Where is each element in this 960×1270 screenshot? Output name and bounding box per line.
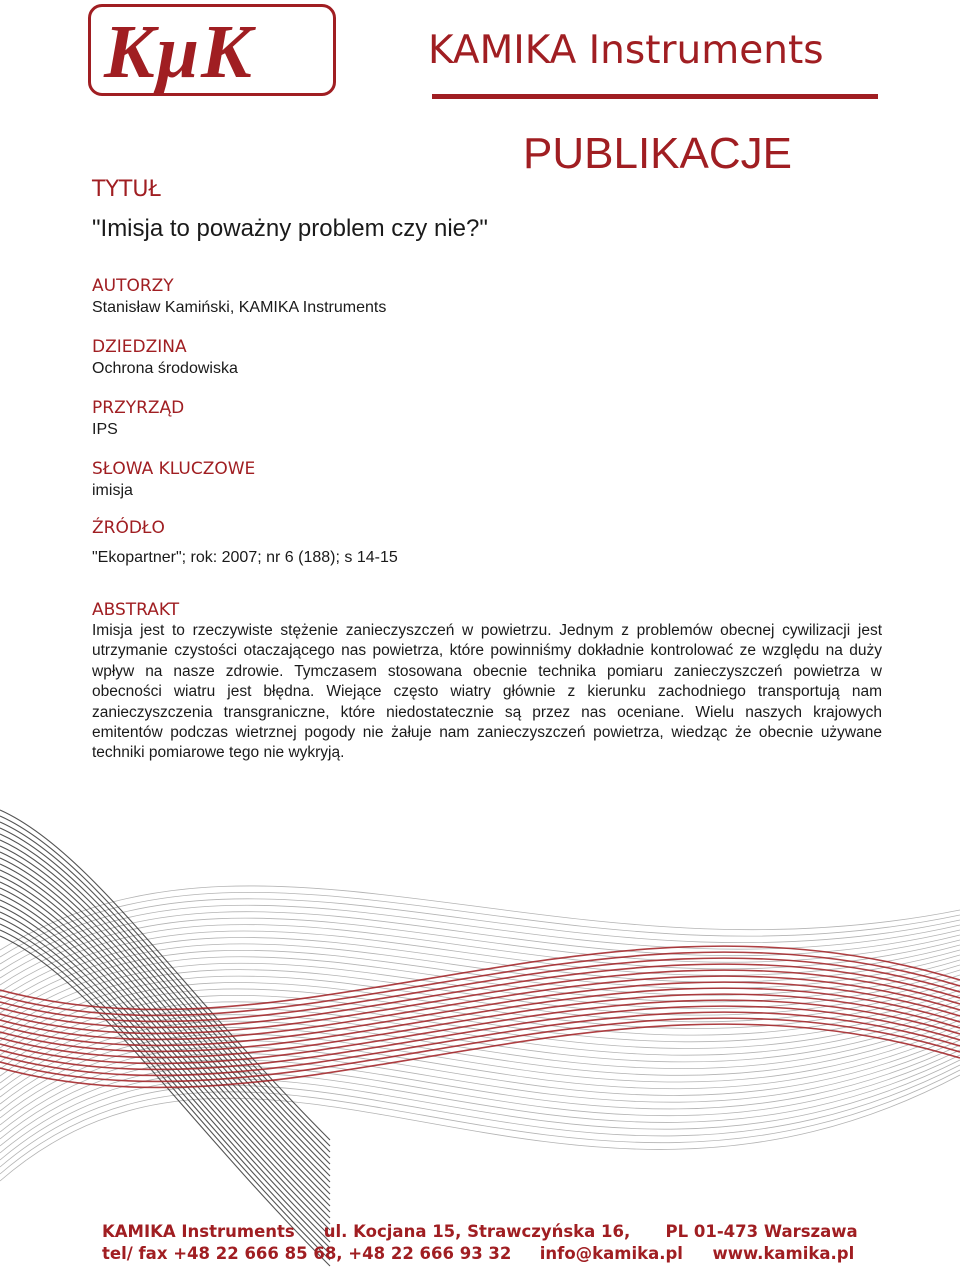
- source-field: [92, 517, 882, 569]
- authors-field: [92, 275, 882, 319]
- domain-value: Ochrona środowiska: [92, 360, 238, 377]
- abstract-field: [92, 599, 882, 764]
- title-value: "Imisja to poważny problem czy nie?": [92, 215, 488, 242]
- footer-company: KAMIKA Instruments: [102, 1222, 295, 1241]
- section-title: PUBLIKACJE: [523, 129, 792, 178]
- footer-website[interactable]: www.kamika.pl: [712, 1244, 855, 1263]
- source-value: "Ekopartner"; rok: 2007; nr 6 (188); s 14-15: [92, 549, 398, 566]
- source-label: ŹRÓDŁO: [92, 518, 165, 538]
- footer-contact-line: [102, 1243, 862, 1265]
- wave-line: [0, 1065, 960, 1167]
- title-label: TYTUŁ: [92, 177, 161, 202]
- footer-address-line: [102, 1221, 862, 1243]
- keywords-label: SŁOWA KLUCZOWE: [92, 459, 256, 479]
- domain-label: DZIEDZINA: [92, 337, 187, 357]
- decorative-waves: [0, 790, 960, 1270]
- footer-street: ul. Kocjana 15, Strawczyńska 16,: [323, 1222, 631, 1241]
- brand-name: KAMIKA Instruments: [428, 28, 824, 73]
- title-field: [92, 176, 882, 245]
- instrument-field: [92, 397, 882, 441]
- instrument-label: PRZYRZĄD: [92, 398, 185, 418]
- company-logo: KμK: [104, 10, 254, 94]
- wave-line: [0, 1070, 960, 1174]
- domain-field: [92, 336, 882, 380]
- abstract-label: ABSTRAKT: [92, 600, 180, 620]
- footer-phone: tel/ fax +48 22 666 85 68, +48 22 666 93 32: [102, 1244, 512, 1263]
- authors-value: Stanisław Kamiński, KAMIKA Instruments: [92, 299, 387, 316]
- footer-city: PL 01-473 Warszawa: [665, 1222, 858, 1241]
- brand-underline: [432, 94, 878, 99]
- instrument-value: IPS: [92, 421, 118, 438]
- keywords-value: imisja: [92, 482, 133, 499]
- footer-email[interactable]: info@kamika.pl: [539, 1244, 683, 1263]
- keywords-field: [92, 458, 882, 502]
- abstract-text: Imisja jest to rzeczywiste stężenie zanieczyszczeń w powietrzu. Jednym z problemów obecnej cywilizacji jest utrzymanie czystości otaczającego nas powietrza, które powinniśmy dokładnie kontrolować ze względu na duży wpływ na nasze zdrowie. Tymczasem stosowana obecnie technika pomiaru zanieczyszczeń powietrza w obecności wiatru jest błędna. Wiejące często wiatry głównie z kierunku zachodniego transportują nam zanieczyszczenia transgraniczne, które niedostatecznie są przez nas oceniane. Wielu naszych krajowych emitentów podczas wietrznej pogody nie żałuje nam zanieczyszczeń powietrza, wiedząc że obecnie używane techniki pomiarowe tego nie wykryją.: [92, 622, 882, 762]
- authors-label: AUTORZY: [92, 276, 174, 296]
